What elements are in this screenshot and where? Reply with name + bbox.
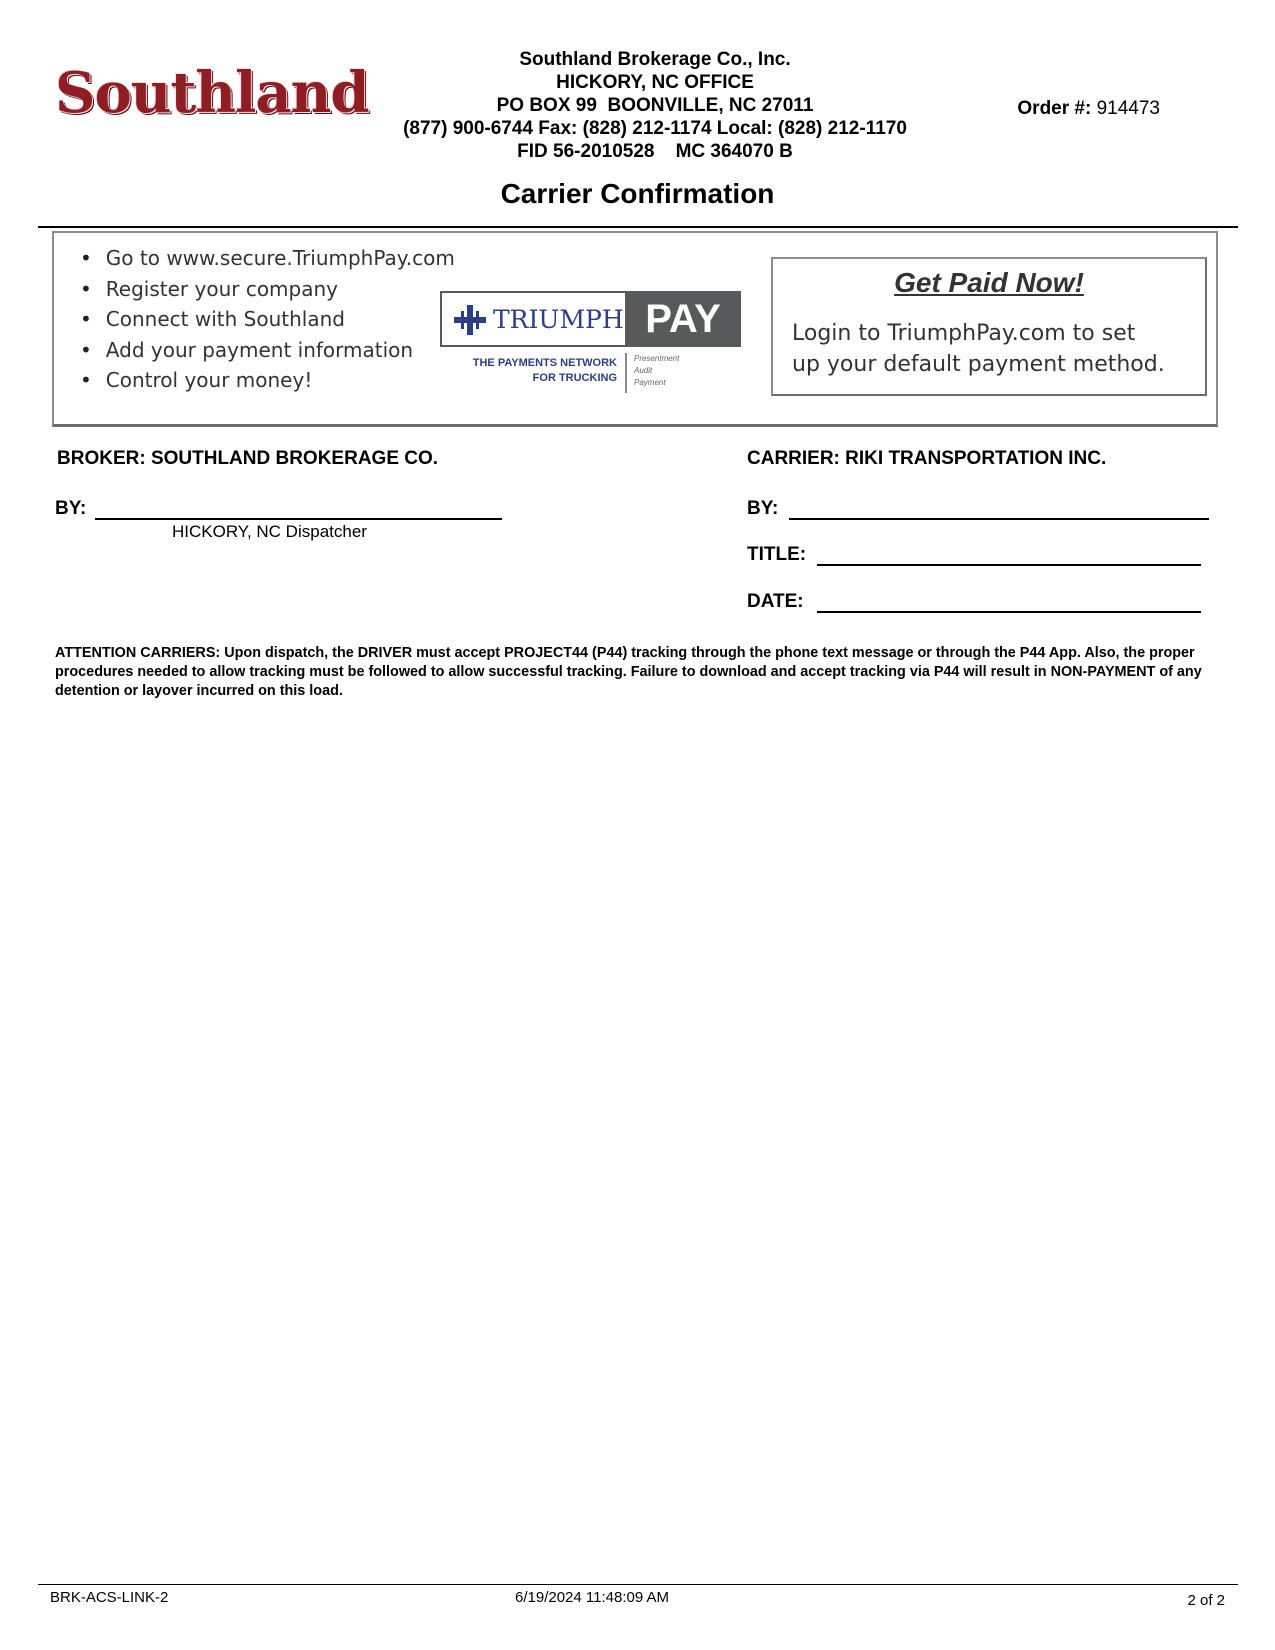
header-divider bbox=[38, 226, 1238, 228]
get-paid-line-2: up your default payment method. bbox=[792, 352, 1165, 377]
page-title: Carrier Confirmation bbox=[500, 178, 775, 209]
signup-steps-list bbox=[80, 243, 455, 396]
service-presentment: Presentment bbox=[634, 354, 680, 363]
broker-signature-line[interactable] bbox=[95, 498, 502, 520]
footer-form-code: BRK-ACS-LINK-2 bbox=[50, 1589, 169, 1606]
carrier-date-label: DATE: bbox=[747, 591, 804, 612]
carrier-signature-line[interactable] bbox=[789, 498, 1209, 520]
southland-logo: Southland bbox=[55, 60, 369, 126]
get-paid-text bbox=[792, 318, 1197, 380]
carrier-title-line[interactable] bbox=[817, 544, 1201, 566]
company-ids: FID 56-2010528 MC 364070 B bbox=[517, 141, 793, 162]
triumph-tagline bbox=[442, 356, 617, 386]
company-phones: (877) 900-6744 Fax: (828) 212-1174 Local: (828) 212-1170 bbox=[403, 118, 907, 139]
pay-wordmark: PAY bbox=[625, 291, 741, 347]
triumph-cross-icon bbox=[453, 304, 487, 336]
footer-page-number: 2 of 2 bbox=[1187, 1592, 1225, 1609]
footer-divider bbox=[38, 1584, 1238, 1585]
attention-notice: ATTENTION CARRIERS: Upon dispatch, the DRIVER must accept PROJECT44 (P44) tracking through the phone text message or through the P44 App. Also, the proper procedures needed to allow tracking must be followed to allow successful tracking. Failure to download and accept tracking via P44 will result in NON-PAYMENT of any detention or layover incurred on this load. bbox=[55, 645, 1202, 699]
list-item: • Add your payment information bbox=[80, 335, 455, 366]
broker-dispatcher: HICKORY, NC Dispatcher bbox=[172, 522, 367, 541]
company-header bbox=[355, 48, 955, 163]
get-paid-title: Get Paid Now! bbox=[894, 267, 1084, 298]
order-number-label: Order #: bbox=[1017, 98, 1092, 119]
tagline-line-2: FOR TRUCKING bbox=[532, 372, 617, 384]
carrier-date-line[interactable] bbox=[817, 591, 1201, 613]
triumph-wordmark: TRIUMPH bbox=[493, 305, 624, 334]
company-name: Southland Brokerage Co., Inc. bbox=[519, 49, 791, 70]
get-paid-line-1: Login to TriumphPay.com to set bbox=[792, 321, 1136, 346]
carrier-by-label: BY: bbox=[747, 498, 779, 519]
triumph-services bbox=[634, 353, 679, 389]
list-item: • Go to www.secure.TriumphPay.com bbox=[80, 243, 455, 274]
service-audit: Audit bbox=[634, 366, 653, 375]
broker-heading: BROKER: SOUTHLAND BROKERAGE CO. bbox=[57, 448, 439, 469]
tagline-divider bbox=[625, 353, 627, 393]
list-item: • Register your company bbox=[80, 274, 455, 305]
carrier-title-label: TITLE: bbox=[747, 544, 807, 565]
list-item: • Control your money! bbox=[80, 365, 455, 396]
carrier-heading: CARRIER: RIKI TRANSPORTATION INC. bbox=[747, 448, 1107, 469]
footer-timestamp: 6/19/2024 11:48:09 AM bbox=[515, 1589, 670, 1606]
order-number-value: 914473 bbox=[1096, 98, 1160, 119]
tagline-line-1: THE PAYMENTS NETWORK bbox=[472, 357, 617, 369]
company-office: HICKORY, NC OFFICE bbox=[556, 72, 754, 93]
broker-by-label: BY: bbox=[55, 498, 87, 519]
list-item: • Connect with Southland bbox=[80, 304, 455, 335]
company-address: PO BOX 99 BOONVILLE, NC 27011 bbox=[496, 95, 814, 116]
order-number bbox=[1017, 98, 1160, 120]
service-payment: Payment bbox=[634, 378, 666, 387]
